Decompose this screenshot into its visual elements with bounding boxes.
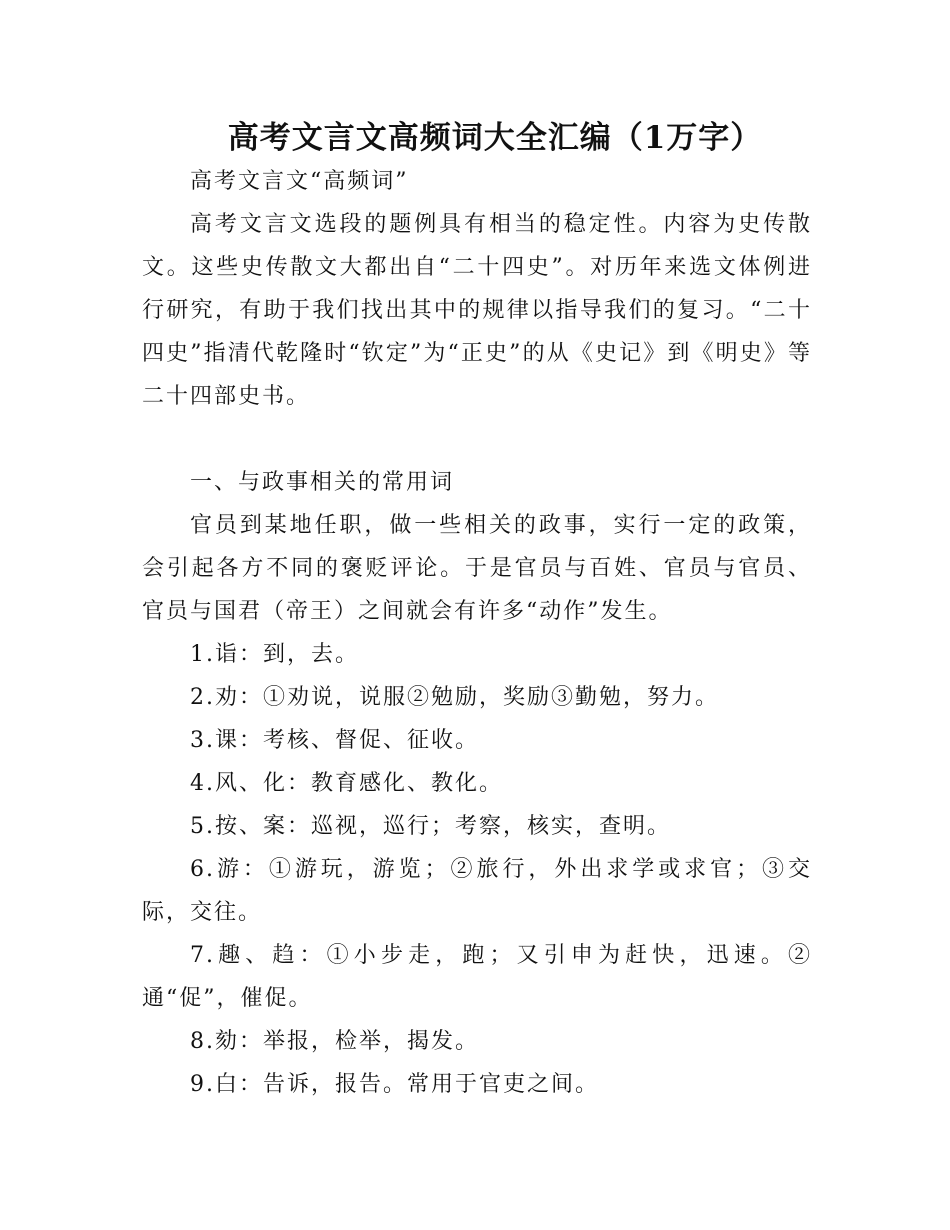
paragraph-subtitle: 高考文言文“高频词” — [190, 169, 409, 194]
document-body — [142, 160, 812, 1106]
list-item: 9.白：告诉，报告。常用于官吏之间。 — [190, 1072, 599, 1097]
list-item: 7.趣、趋：①小步走，跑；又引申为赶快，迅速。②通“促”，催促。 — [142, 943, 812, 1011]
list-item: 8.劾：举报，检举，揭发。 — [190, 1029, 479, 1054]
list-item: 3.课：考核、督促、征收。 — [190, 728, 479, 753]
list-item: 2.劝：①劝说，说服②勉励，奖励③勤勉，努力。 — [190, 685, 719, 710]
paragraph-section-intro: 官员到某地任职，做一些相关的政事，实行一定的政策，会引起各方不同的褒贬评论。于是官员与百姓、官员与官员、官员与国君（帝王）之间就会有许多“动作”发生。 — [142, 513, 812, 624]
list-item: 1.诣：到，去。 — [190, 642, 359, 667]
list-item: 4.风、化：教育感化、教化。 — [190, 771, 503, 796]
blank-line — [142, 418, 812, 461]
list-item: 6.游：①游玩，游览；②旅行，外出求学或求官；③交际，交往。 — [142, 857, 812, 925]
document-title: 高考文言文高频词大全汇编（1万字） — [227, 120, 763, 156]
list-item: 5.按、案：巡视，巡行；考察，核实，查明。 — [190, 814, 671, 839]
paragraph-intro: 高考文言文选段的题例具有相当的稳定性。内容为史传散文。这些史传散文大都出自“二十四史”。对历年来选文体例进行研究，有助于我们找出其中的规律以指导我们的复习。“二十四史”指清代乾隆时“钦定”为“正史”的从《史记》到《明史》等二十四部史书。 — [142, 212, 812, 409]
section-heading: 一、与政事相关的常用词 — [190, 470, 455, 495]
